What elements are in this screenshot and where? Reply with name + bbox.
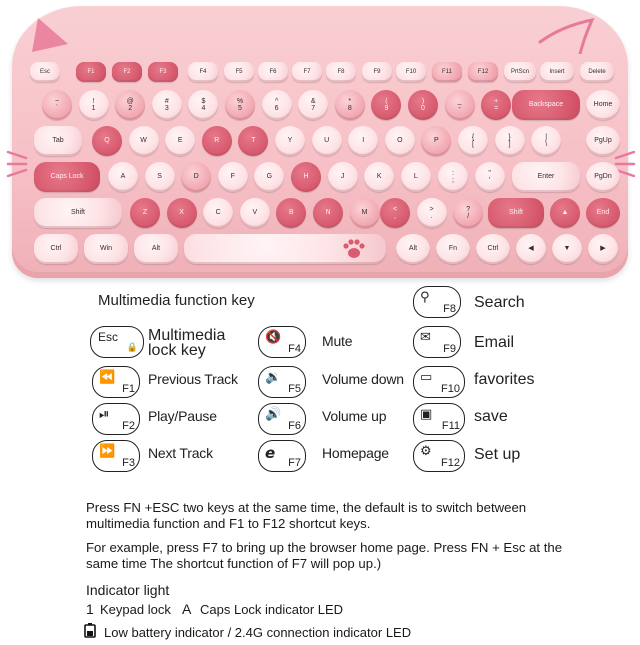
key-c: C: [203, 198, 233, 228]
punct2-key-1: [417, 198, 447, 228]
key-9-number-row-base: 9: [384, 105, 389, 112]
enter-key: Enter: [512, 162, 580, 192]
f4-description: Mute: [322, 333, 353, 349]
caps-lock-symbol: A: [182, 601, 192, 617]
tab-key: Tab: [34, 126, 82, 156]
key-q: Q: [92, 126, 122, 156]
bracket-key-2-base: \: [545, 141, 548, 148]
punct-key-0: [438, 162, 468, 192]
punct2-key-1-base: .: [430, 213, 433, 220]
f3-key-box: [92, 440, 140, 472]
indicator-title: Indicator light: [86, 582, 170, 598]
key-k: K: [364, 162, 394, 192]
key-0-number-row-shift: ~: [54, 97, 60, 105]
f11-key-box: [413, 403, 465, 435]
ctrl-key-right: Ctrl: [476, 234, 510, 264]
punct2-key-2-shift: ?: [466, 205, 471, 213]
fn-key-f2: F2: [112, 62, 142, 82]
key-s: S: [145, 162, 175, 192]
whiskers-left-icon: [6, 146, 32, 182]
key-z: Z: [130, 198, 160, 228]
key-2-number-row: [115, 90, 145, 120]
fn-key-prtscn: PrtScn: [504, 62, 536, 82]
key-o: O: [385, 126, 415, 156]
f10-label: F10: [441, 383, 460, 395]
key-3-number-row: [152, 90, 182, 120]
key-l: L: [401, 162, 431, 192]
bracket-key-0: [458, 126, 488, 156]
volume-down-icon: 🔉: [265, 370, 282, 385]
f4-label: F4: [288, 343, 301, 355]
punct2-key-0-shift: <: [392, 205, 398, 213]
pgdn-key: PgDn: [586, 162, 620, 192]
punct-key-0-base: ;: [452, 177, 454, 184]
f8-description: Search: [474, 294, 525, 311]
punct-key-1-shift: ": [488, 169, 491, 177]
arrow-down-key: ▼: [552, 234, 582, 264]
instruction-paragraph-1: Press FN +ESC two keys at the same time, the default is to switch between multimedia function and F1 to F12 shortcut keys.: [86, 500, 527, 531]
f10-description: favorites: [474, 371, 535, 388]
save-icon: ▣: [420, 407, 433, 422]
key-1-number-row-shift: !: [92, 97, 95, 105]
f6-description: Volume up: [322, 408, 387, 424]
ctrl-key-left: Ctrl: [34, 234, 78, 264]
f3-label: F3: [122, 457, 135, 469]
key-w: W: [129, 126, 159, 156]
f11-label: F11: [441, 420, 460, 432]
punct-key-0-shift: :: [452, 169, 454, 177]
shift-key-right: Shift: [488, 198, 544, 228]
punct2-key-0-base: ,: [394, 213, 396, 220]
fn-key-delete: Delete: [580, 62, 614, 82]
end-key: End: [586, 198, 620, 228]
fn-key-f12: F12: [468, 62, 498, 82]
f5-label: F5: [288, 383, 301, 395]
key-10-number-row: [408, 90, 438, 120]
key-8-number-row-shift: *: [348, 97, 352, 105]
arrow-up-key: ▲: [550, 198, 580, 228]
key-10-number-row-shift: ): [421, 97, 425, 105]
key-4-number-row-base: 4: [201, 105, 206, 112]
caps-lock-key: Caps Lock: [34, 162, 100, 192]
fn-key-f5: F5: [224, 62, 254, 82]
fn-key-f8: F8: [326, 62, 356, 82]
bracket-key-1: [495, 126, 525, 156]
keyboard-image: [12, 6, 628, 278]
bracket-key-1-shift: }: [508, 133, 511, 141]
punct-key-1: [475, 162, 505, 192]
key-f: F: [218, 162, 248, 192]
key-11-number-row-base: -: [458, 105, 461, 112]
keypad-lock-label: Keypad lock: [100, 602, 171, 617]
f9-key-box: [413, 326, 461, 358]
f11-description: save: [474, 408, 508, 425]
f8-key-box: [413, 286, 461, 318]
key-2-number-row-shift: @: [126, 97, 134, 105]
fn-key-f6: F6: [258, 62, 288, 82]
f1-description: Previous Track: [148, 371, 238, 387]
key-5-number-row-shift: %: [236, 97, 244, 105]
f9-label: F9: [443, 343, 456, 355]
fn-key: Fn: [436, 234, 470, 264]
bracket-key-2: [531, 126, 561, 156]
key-8-number-row: [335, 90, 365, 120]
alt-key-right: Alt: [396, 234, 430, 264]
key-y: Y: [275, 126, 305, 156]
key-0-number-row: [42, 90, 72, 120]
cat-ear-right-icon: [532, 14, 602, 54]
key-9-number-row-shift: (: [385, 97, 388, 105]
key-1-number-row-base: 1: [91, 105, 96, 112]
key-12-number-row-base: =: [494, 105, 499, 112]
f7-description: Homepage: [322, 445, 389, 461]
gear-icon: ⚙: [420, 444, 432, 459]
esc-description: Multimedia lock key: [148, 327, 226, 359]
battery-icon: [84, 622, 96, 638]
key-7-number-row-base: 7: [311, 105, 316, 112]
instruction-paragraph-2: For example, press F7 to bring up the browser home page. Press FN + Esc at the same time The shortcut function of F7 will pop up.): [86, 540, 563, 571]
paw-icon: [342, 238, 366, 260]
key-u: U: [312, 126, 342, 156]
key-t: T: [238, 126, 268, 156]
f10-key-box: [413, 366, 465, 398]
esc-key-box: [90, 326, 144, 358]
key-3-number-row-shift: #: [164, 97, 169, 105]
shift-key-left: Shift: [34, 198, 122, 228]
search-icon: ⚲: [420, 290, 430, 305]
lock-icon: 🔒: [126, 342, 138, 352]
f12-label: F12: [441, 457, 460, 469]
key-x: X: [167, 198, 197, 228]
fn-key-esc: Esc: [30, 62, 60, 82]
key-10-number-row-base: 0: [421, 105, 425, 112]
f2-label: F2: [122, 420, 135, 432]
f2-description: Play/Pause: [148, 408, 217, 424]
homepage-icon: e: [265, 444, 276, 462]
f5-description: Volume down: [322, 371, 404, 387]
f5-key-box: [258, 366, 306, 398]
cat-ear-left-icon: [28, 14, 74, 54]
fn-key-insert: Insert: [540, 62, 574, 82]
f1-key-box: [92, 366, 140, 398]
key-1-number-row: [79, 90, 109, 120]
fn-key-f1: F1: [76, 62, 106, 82]
punct2-key-2-base: /: [467, 213, 470, 220]
key-v: V: [240, 198, 270, 228]
key-d: D: [181, 162, 211, 192]
key-a: A: [108, 162, 138, 192]
previous-track-icon: ⏪: [99, 370, 116, 385]
f2-key-box: [92, 403, 140, 435]
key-g: G: [254, 162, 284, 192]
fn-key-f7: F7: [292, 62, 322, 82]
alt-key-left: Alt: [134, 234, 178, 264]
punct2-key-0: [380, 198, 410, 228]
win-key: Win: [84, 234, 128, 264]
key-2-number-row-base: 2: [128, 105, 133, 112]
key-i: I: [348, 126, 378, 156]
fn-key-f3: F3: [148, 62, 178, 82]
key-h: H: [291, 162, 321, 192]
next-track-icon: ⏩: [99, 444, 116, 459]
fn-key-f9: F9: [362, 62, 392, 82]
key-7-number-row: [298, 90, 328, 120]
key-5-number-row: [225, 90, 255, 120]
bracket-key-2-shift: |: [545, 133, 548, 141]
caps-lock-label: Caps Lock indicator LED: [200, 602, 344, 617]
fn-key-f10: F10: [396, 62, 426, 82]
punct2-key-2: [453, 198, 483, 228]
battery-label: Low battery indicator / 2.4G connection indicator LED: [104, 625, 412, 640]
key-11-number-row: [445, 90, 475, 120]
key-8-number-row-base: 8: [347, 105, 352, 112]
key-7-number-row-shift: &: [310, 97, 316, 105]
f8-label: F8: [443, 303, 456, 315]
key-n: N: [313, 198, 343, 228]
volume-up-icon: 🔊: [265, 407, 282, 422]
key-6-number-row: [262, 90, 292, 120]
key-b: B: [276, 198, 306, 228]
key-12-number-row-shift: +: [494, 97, 499, 105]
arrow-right-key: ▶: [588, 234, 618, 264]
f12-key-box: [413, 440, 465, 472]
key-4-number-row-shift: $: [201, 97, 206, 105]
f7-label: F7: [288, 457, 301, 469]
key-m: M: [350, 198, 380, 228]
f6-key-box: [258, 403, 306, 435]
fn-key-f4: F4: [188, 62, 218, 82]
bracket-key-1-base: ]: [508, 141, 511, 148]
bracket-key-0-shift: {: [471, 133, 475, 141]
bracket-key-0-base: [: [472, 141, 474, 148]
punct2-key-1-shift: >: [429, 205, 434, 213]
mute-icon: 🔇: [265, 330, 282, 345]
key-11-number-row-shift: _: [457, 97, 462, 105]
f12-description: Set up: [474, 446, 521, 463]
fn-key-f11: F11: [432, 62, 462, 82]
home-key: Home: [586, 90, 620, 120]
key-6-number-row-base: 6: [274, 105, 279, 112]
key-3-number-row-base: 3: [164, 105, 169, 112]
keypad-lock-symbol: 1: [86, 601, 94, 617]
key-p: P: [421, 126, 451, 156]
key-0-number-row-base: `: [55, 105, 59, 112]
pgup-key: PgUp: [586, 126, 620, 156]
legend-title: Multimedia function key: [98, 292, 255, 309]
arrow-left-key: ◀: [516, 234, 546, 264]
key-e: E: [165, 126, 195, 156]
folder-icon: ▭: [420, 370, 433, 385]
f6-label: F6: [288, 420, 301, 432]
backspace-key: Backspace: [512, 90, 580, 120]
punct-key-1-base: ': [488, 177, 491, 184]
f4-key-box: [258, 326, 306, 358]
email-icon: ✉: [420, 330, 431, 345]
play-pause-icon: ⏯: [99, 407, 110, 422]
f1-label: F1: [122, 383, 135, 395]
f9-description: Email: [474, 334, 515, 351]
key-5-number-row-base: 5: [238, 105, 242, 112]
f3-description: Next Track: [148, 445, 213, 461]
esc-label: Esc: [98, 330, 119, 344]
key-12-number-row: [481, 90, 511, 120]
key-j: J: [328, 162, 358, 192]
key-r: R: [202, 126, 232, 156]
key-6-number-row-shift: ^: [274, 97, 279, 105]
f7-key-box: [258, 440, 306, 472]
